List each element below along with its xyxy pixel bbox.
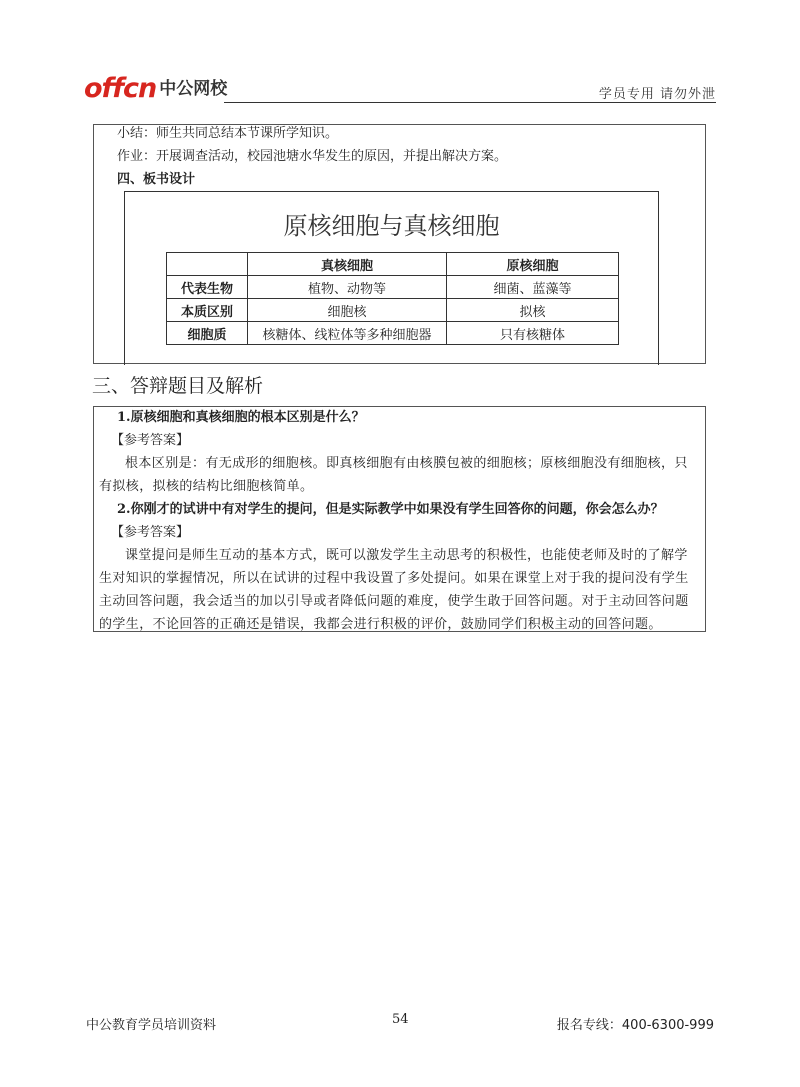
table-cell: 只有核糖体 xyxy=(447,322,619,345)
comparison-table xyxy=(166,252,619,345)
table-cell: 核糖体、线粒体等多种细胞器 xyxy=(248,322,447,345)
board-title: 原核细胞与真核细胞 xyxy=(283,212,500,240)
table-cell: 植物、动物等 xyxy=(248,276,447,299)
footer-left: 中公教育学员培训资料 xyxy=(86,1018,217,1033)
table-corner-cell xyxy=(167,253,248,276)
logo-text: 中公网校 xyxy=(159,79,228,99)
blackboard-design xyxy=(124,191,659,365)
table-row xyxy=(167,322,619,345)
question-2: 2.你刚才的试讲中有对学生的提问，但是实际教学中如果没有学生回答你的问题，你会怎么办？ xyxy=(117,502,664,517)
page-number: 54 xyxy=(392,1012,409,1027)
table-cell: 拟核 xyxy=(447,299,619,322)
section4-title: 四、板书设计 xyxy=(117,172,196,187)
homework-text: 作业：开展调查活动，校园池塘水华发生的原因，并提出解决方案。 xyxy=(117,149,508,164)
header-notice: 学员专用 请勿外泄 xyxy=(598,87,716,102)
answer-label-1: 【参考答案】 xyxy=(111,433,190,448)
table-row xyxy=(167,276,619,299)
table-cell: 细胞核 xyxy=(248,299,447,322)
question-1: 1.原核细胞和真核细胞的根本区别是什么？ xyxy=(117,410,365,425)
row-header: 细胞质 xyxy=(167,322,248,345)
column-header-eukaryote: 真核细胞 xyxy=(248,253,447,276)
column-header-prokaryote: 原核细胞 xyxy=(447,253,619,276)
page-header xyxy=(84,74,716,104)
offcn-logo xyxy=(84,74,227,104)
summary-text: 小结：师生共同总结本节课所学知识。 xyxy=(117,126,339,141)
qa-box xyxy=(93,406,706,632)
row-header: 代表生物 xyxy=(167,276,248,299)
section3-title: 三、答辩题目及解析 xyxy=(92,375,264,397)
lesson-box xyxy=(93,124,706,364)
answer-1: 根本区别是：有无成形的细胞核。即真核细胞有由核膜包被的细胞核；原核细胞没有细胞核，只有拟核，拟核的结构比细胞核简单。 xyxy=(99,456,688,494)
table-header-row xyxy=(167,253,619,276)
header-rule xyxy=(224,102,716,103)
answer-label-2: 【参考答案】 xyxy=(111,525,190,540)
answer-2: 课堂提问是师生互动的基本方式，既可以激发学生主动思考的积极性，也能使老师及时的了解学生对知识的掌握情况，所以在试讲的过程中我设置了多处提问。如果在课堂上对于我的提问没有学生主动回答问题，我会适当的加以引导或者降低问题的难度，使学生敢于回答问题。对于主动回答问题的学生，不论回答的正确还是错误，我都会进行积极的评价，鼓励同学们积极主动的回答问题。 xyxy=(99,548,689,632)
row-header: 本质区别 xyxy=(167,299,248,322)
footer-hotline: 报名专线：400-6300-999 xyxy=(556,1018,714,1033)
logo-mark: offcn xyxy=(84,73,157,104)
table-cell: 细菌、蓝藻等 xyxy=(447,276,619,299)
table-row xyxy=(167,299,619,322)
